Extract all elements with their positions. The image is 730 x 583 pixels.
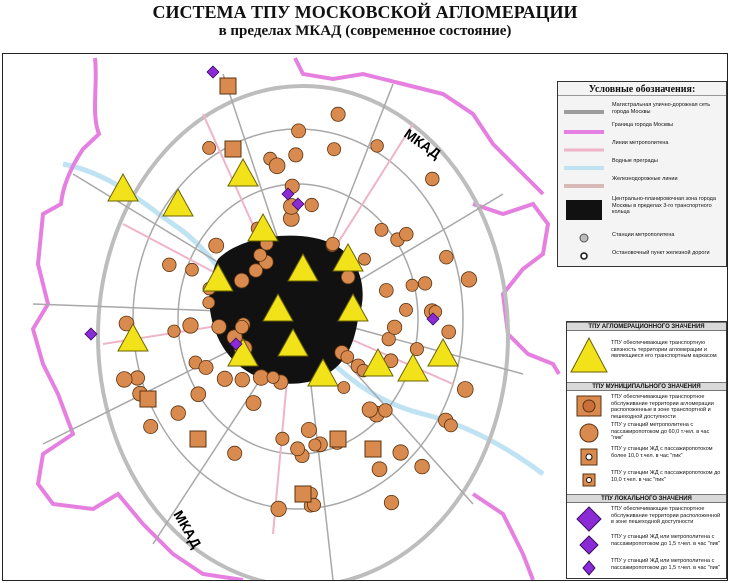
tpu-municipal-marker[interactable] (305, 198, 318, 211)
agglomeration-item: ТПУ обеспечивающие транспортную связность территории агломерации и являющиеся его транспортным каркасом (569, 334, 724, 378)
legend-panel (557, 81, 727, 267)
tpu-municipal-marker[interactable] (271, 501, 286, 516)
municipal-item-0: ТПУ обеспечивающие транспортное обслуживание территории агломерации расположенные в зоне транспортной и пешеходной доступности (569, 394, 724, 420)
tpu-municipal-marker[interactable] (234, 273, 249, 288)
tpu-municipal-marker[interactable] (228, 446, 242, 460)
tpu-rail-marker[interactable] (140, 391, 156, 407)
tpu-municipal-marker[interactable] (163, 258, 177, 272)
legend-item-metro-station: Станции метрополитена (562, 228, 724, 248)
tpu-municipal-marker[interactable] (249, 264, 263, 278)
tpu-municipal-marker[interactable] (400, 303, 413, 316)
classification-panel (566, 321, 727, 579)
legend-title: Условные обозначения: (558, 84, 726, 96)
tpu-municipal-marker[interactable] (235, 320, 248, 333)
tpu-municipal-marker[interactable] (375, 223, 388, 236)
legend-item-center: Центрально-планировочная зона города Москвы в пределах 3-го транспортного кольца (562, 196, 724, 222)
tpu-agglomeration-marker[interactable] (398, 354, 428, 381)
tpu-municipal-marker[interactable] (168, 325, 180, 337)
triangle-icon (569, 334, 609, 378)
metro-line-icon (562, 143, 606, 157)
tpu-municipal-marker[interactable] (379, 284, 393, 298)
tpu-municipal-marker[interactable] (341, 351, 354, 364)
tpu-municipal-marker[interactable] (289, 148, 303, 162)
tpu-municipal-marker[interactable] (359, 253, 371, 265)
road-line-icon (562, 105, 606, 119)
tpu-municipal-marker[interactable] (212, 320, 227, 335)
tpu-municipal-marker[interactable] (186, 263, 199, 276)
tpu-municipal-marker[interactable] (209, 238, 224, 253)
tpu-agglomeration-marker[interactable] (228, 159, 258, 186)
legend-item-roads: Магистральная улично-дорожная сеть города Москвы (562, 102, 724, 122)
agglomeration-heading: ТПУ АГЛОМЕРАЦИОННОГО ЗНАЧЕНИЯ (567, 322, 726, 331)
tpu-municipal-marker[interactable] (171, 406, 186, 421)
tpu-municipal-marker[interactable] (291, 442, 305, 456)
rail-stop-icon (562, 249, 606, 263)
tpu-municipal-marker[interactable] (406, 279, 418, 291)
local-item-2: ТПУ у станций ЖД или метрополитена с пассажиропотоком до 1,5 т.чел. в час "пик" (569, 558, 724, 578)
tpu-rail-marker[interactable] (330, 431, 346, 447)
legend-item-rail-stop: Остановочный пункт железной дороги (562, 246, 724, 266)
tpu-rail-marker[interactable] (220, 78, 236, 94)
purple-diamond-medium-icon (569, 534, 609, 556)
tpu-municipal-marker[interactable] (338, 382, 350, 394)
tpu-municipal-marker[interactable] (326, 237, 339, 250)
orange-circle-icon (569, 422, 609, 444)
tpu-municipal-marker[interactable] (183, 318, 198, 333)
tpu-municipal-marker[interactable] (254, 249, 267, 262)
city-boundary-east (473, 204, 559, 580)
local-item-1: ТПУ у станций ЖД или метрополитена с пассажиропотоком до 1,5 т.чел. в час "пик" (569, 534, 724, 556)
tpu-municipal-marker[interactable] (292, 124, 306, 138)
tpu-municipal-marker[interactable] (235, 372, 250, 387)
tpu-municipal-marker[interactable] (418, 277, 431, 290)
tpu-municipal-marker[interactable] (276, 432, 289, 445)
small-orange-square-icon (569, 470, 609, 490)
tpu-rail-marker[interactable] (225, 141, 241, 157)
local-heading: ТПУ ЛОКАЛЬНОГО ЗНАЧЕНИЯ (567, 494, 726, 503)
legend-item-boundary: Граница города Москвы (562, 122, 724, 142)
legend-item-metro: Линии метрополитена (562, 140, 724, 160)
tpu-municipal-marker[interactable] (144, 419, 158, 433)
rail-line-icon (562, 179, 606, 193)
local-item-0: ТПУ обеспечивающие транспортное обслуживание территории расположенной в зоне пешеходной доступности (569, 506, 724, 532)
page-title: СИСТЕМА ТПУ МОСКОВСКОЙ АГЛОМЕРАЦИИ (152, 2, 578, 22)
tpu-municipal-marker[interactable] (461, 272, 476, 287)
tpu-municipal-marker[interactable] (341, 270, 355, 284)
tpu-municipal-marker[interactable] (457, 382, 473, 398)
tpu-rail-marker[interactable] (295, 486, 311, 502)
tpu-rail-marker[interactable] (190, 431, 206, 447)
mkad-label-top: МКАД (401, 125, 444, 162)
tpu-local-marker[interactable] (85, 328, 97, 340)
tpu-municipal-marker[interactable] (442, 325, 456, 339)
center-zone-icon (562, 199, 606, 221)
boundary-line-icon (562, 125, 606, 139)
tpu-municipal-marker[interactable] (415, 459, 430, 474)
tpu-municipal-marker[interactable] (400, 227, 414, 241)
tpu-municipal-marker[interactable] (217, 371, 232, 386)
tpu-municipal-marker[interactable] (246, 396, 261, 411)
metro-station-icon (562, 231, 606, 245)
municipal-item-2: ТПУ у станции ЖД с пассажиропотоком более 10,0 т.чел. в час "пик" (569, 446, 724, 468)
municipal-item-1: ТПУ у станций метрополитена с пассажиропотоком до 60,0 т.чел. в час "пик" (569, 422, 724, 444)
orange-square-icon (569, 446, 609, 468)
tpu-municipal-marker[interactable] (426, 172, 440, 186)
tpu-municipal-marker[interactable] (362, 402, 377, 417)
municipal-square-icon (569, 394, 609, 420)
tpu-municipal-marker[interactable] (199, 360, 213, 374)
tpu-municipal-marker[interactable] (410, 343, 423, 356)
tpu-municipal-marker[interactable] (267, 371, 279, 383)
tpu-municipal-marker[interactable] (331, 107, 345, 121)
tpu-municipal-marker[interactable] (301, 422, 316, 437)
purple-diamond-icon (569, 506, 609, 532)
tpu-municipal-marker[interactable] (372, 462, 387, 477)
tpu-local-marker[interactable] (207, 66, 219, 78)
tpu-agglomeration-marker[interactable] (108, 174, 138, 201)
mkad-label-bottom: МКАД (170, 507, 205, 551)
tpu-municipal-marker[interactable] (328, 143, 341, 156)
municipal-item-3: ТПУ у станции ЖД с пассажиропотоком до 10,0 т.чел. в час "пик" (569, 470, 724, 490)
tpu-municipal-marker[interactable] (393, 445, 408, 460)
tpu-municipal-marker[interactable] (440, 250, 454, 264)
tpu-municipal-marker[interactable] (203, 141, 216, 154)
tpu-municipal-marker[interactable] (203, 297, 215, 309)
water-line-icon (562, 161, 606, 175)
purple-diamond-small-icon (569, 558, 609, 578)
tpu-municipal-marker[interactable] (384, 495, 398, 509)
tpu-municipal-marker[interactable] (309, 439, 321, 451)
tpu-municipal-marker[interactable] (379, 404, 393, 418)
tpu-municipal-marker[interactable] (269, 158, 285, 174)
tpu-municipal-marker[interactable] (387, 320, 401, 334)
page-subtitle: в пределах МКАД (современное состояние) (218, 23, 512, 39)
tpu-municipal-marker[interactable] (444, 419, 457, 432)
tpu-municipal-marker[interactable] (191, 387, 206, 402)
tpu-agglomeration-marker[interactable] (428, 339, 458, 366)
legend-item-rail: Железнодорожные линии (562, 176, 724, 196)
tpu-municipal-marker[interactable] (371, 140, 384, 153)
legend-item-water: Водные преграды (562, 158, 724, 178)
tpu-municipal-marker[interactable] (117, 372, 133, 388)
tpu-rail-marker[interactable] (365, 441, 381, 457)
municipal-heading: ТПУ МУНИЦИПАЛЬНОГО ЗНАЧЕНИЯ (567, 382, 726, 391)
